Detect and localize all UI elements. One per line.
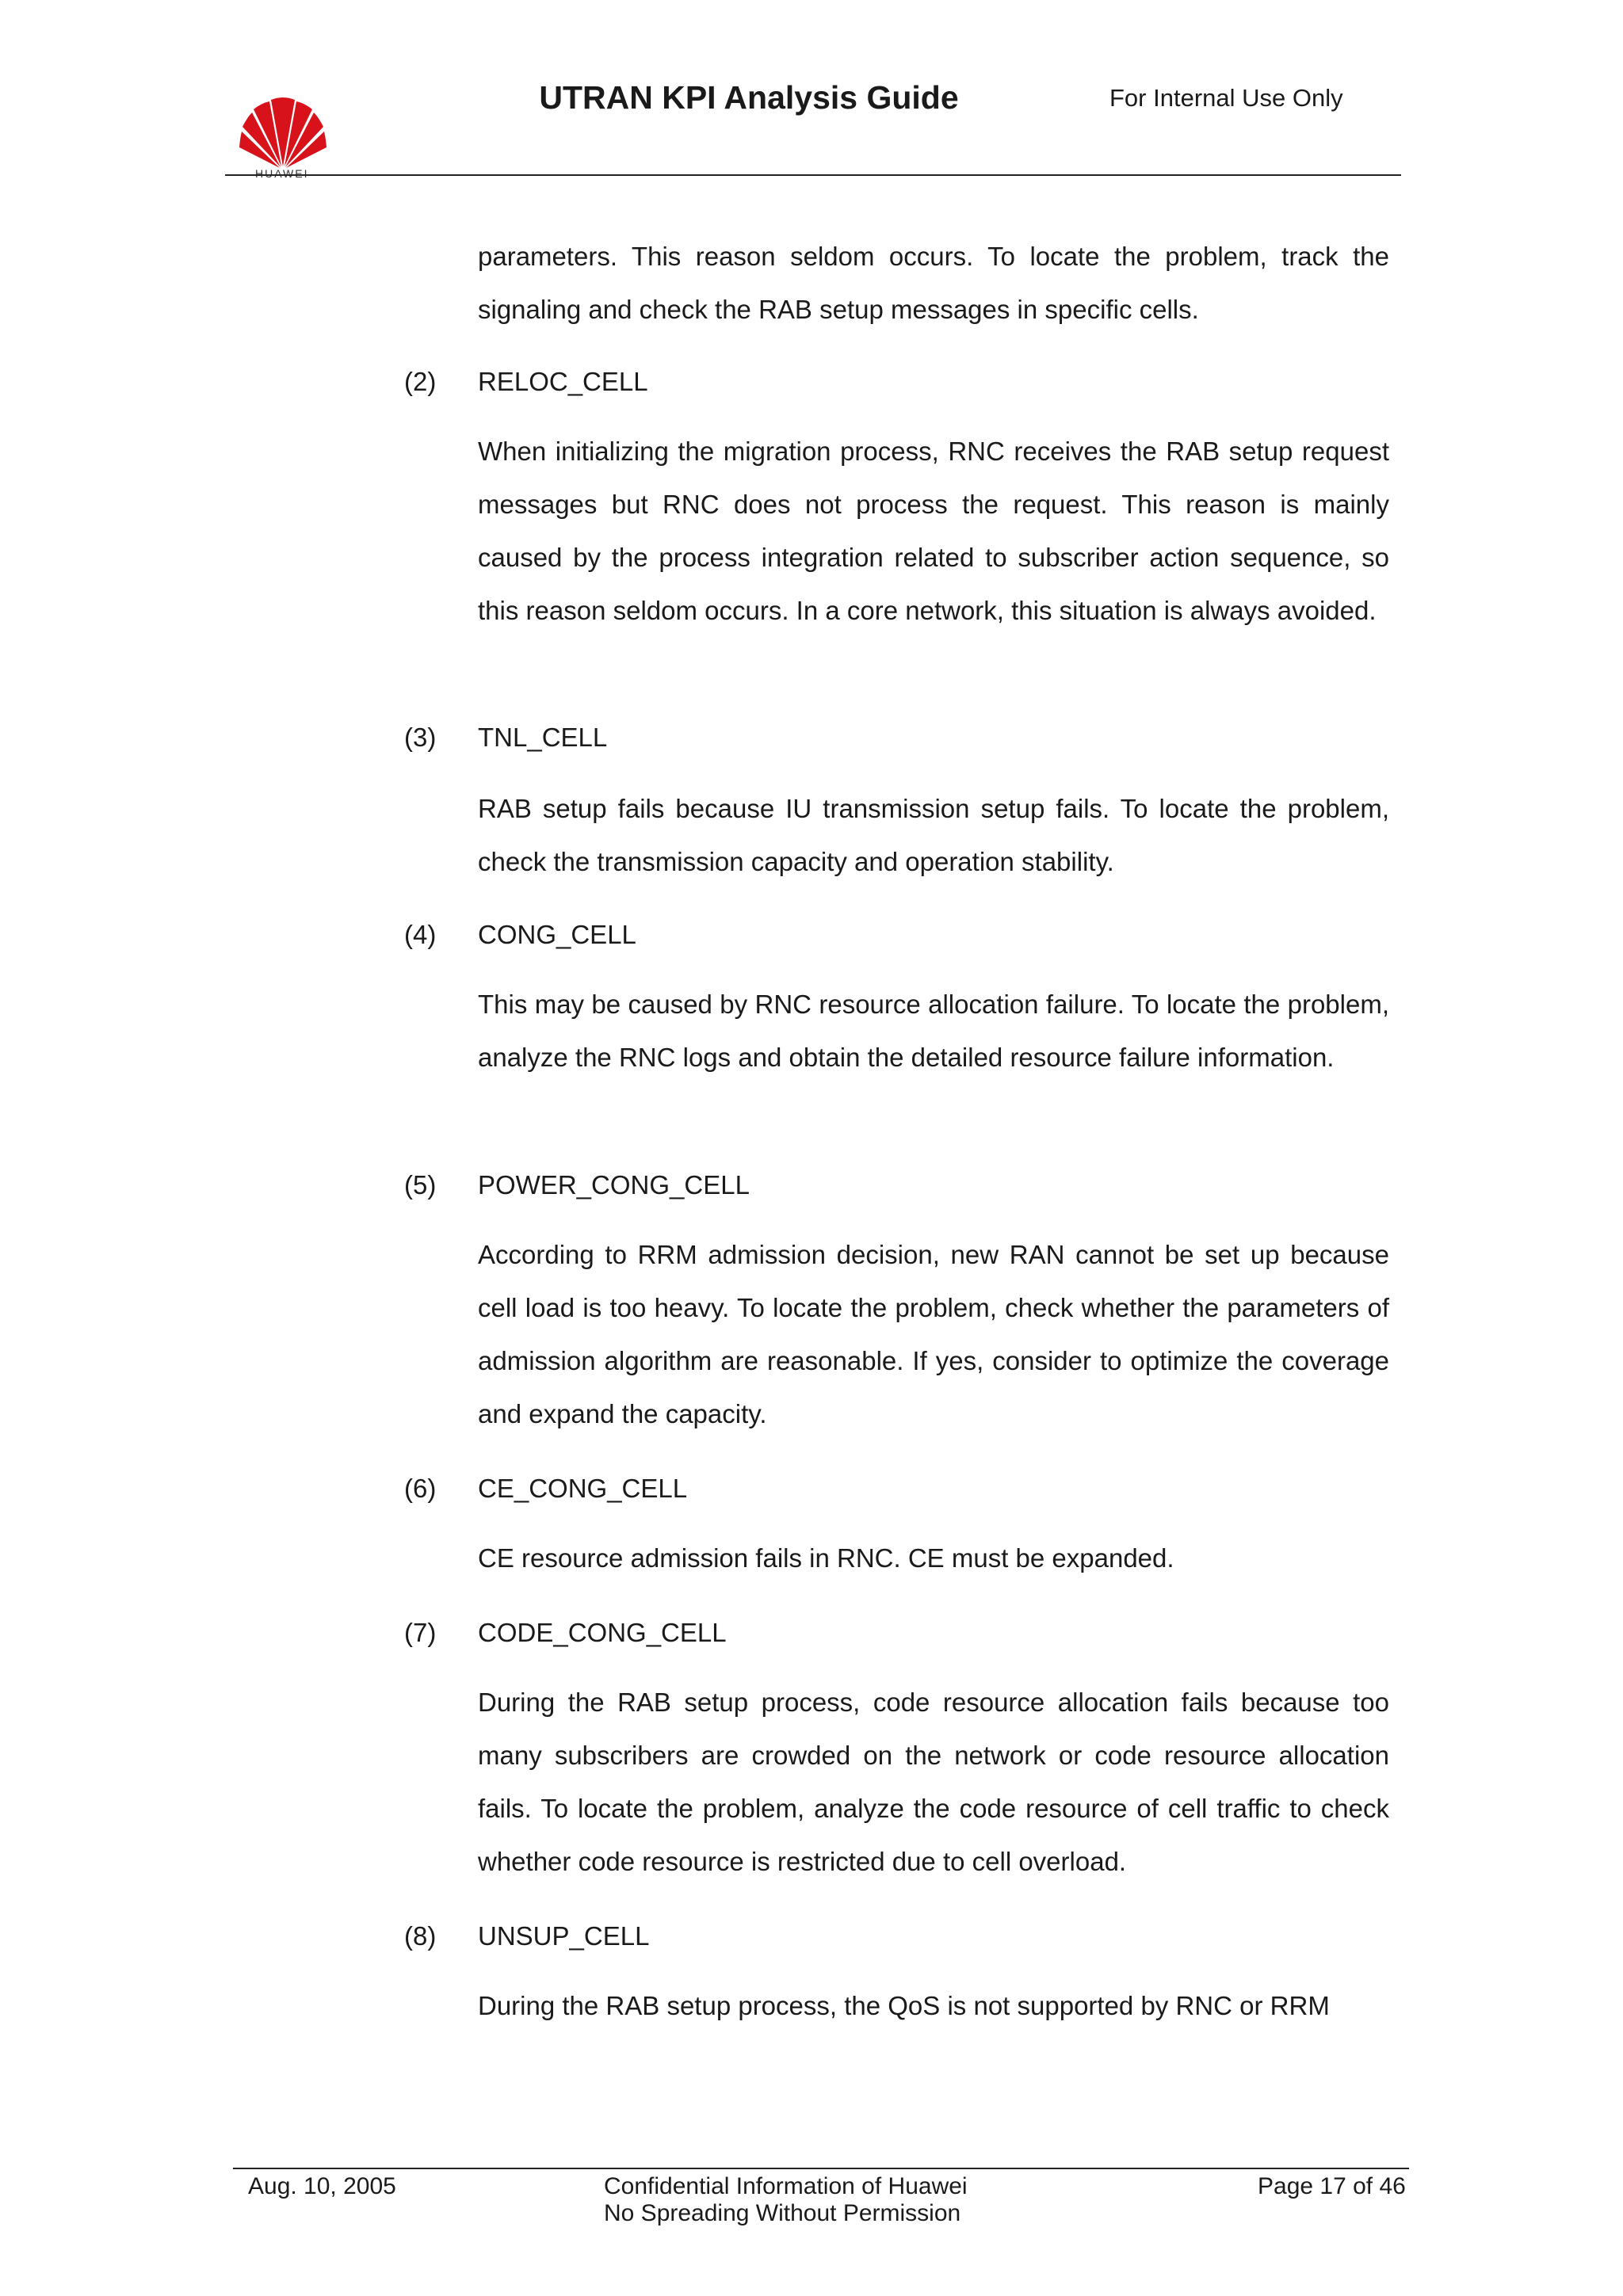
classification-note: For Internal Use Only [1109, 84, 1343, 112]
item-number: (5) [404, 1170, 437, 1199]
item-label: CE_CONG_CELL [478, 1474, 688, 1503]
item-description: CE resource admission fails in RNC. CE must be expanded. [478, 1543, 1174, 1573]
item-label: CONG_CELL [478, 920, 636, 949]
item-number: (6) [404, 1474, 437, 1503]
item-description: According to RRM admission decision, new RAN cannot be set up because cell load is too heavy. To locate the problem, check whether the parameters of admission algorithm are reasonable. If yes, consider to optimize the coverage and expand the capacity. [478, 1240, 1389, 1428]
footer-date: Aug. 10, 2005 [248, 2173, 396, 2199]
item-number: (4) [404, 920, 437, 949]
item-description: During the RAB setup process, code resource allocation fails because too many subscribers are crowded on the network or code resource allocation fails. To locate the problem, analyze the code resource of cell traffic to check whether code resource is restricted due to cell overload. [478, 1688, 1389, 1876]
huawei-logo-icon [239, 93, 327, 173]
item-label: UNSUP_CELL [478, 1921, 650, 1951]
confidential-line: Confidential Information of Huawei [604, 2173, 968, 2199]
confidential-line: No Spreading Without Permission [604, 2200, 961, 2226]
logo-text: HUAWEI [252, 168, 311, 179]
item-label: CODE_CONG_CELL [478, 1618, 727, 1647]
item-label: RELOC_CELL [478, 367, 648, 396]
item-description: When initializing the migration process, RNC receives the RAB setup request messages but RNC does not process the request. This reason is mainly caused by the process integration related to subscriber action sequence, so this reason seldom occurs. In a core network, this situation is always avoided. [478, 437, 1389, 625]
item-label: TNL_CELL [478, 723, 608, 752]
item-number: (7) [404, 1618, 437, 1647]
huawei-logo [239, 93, 327, 179]
header-divider [225, 174, 1401, 176]
document-title: UTRAN KPI Analysis Guide [539, 79, 959, 116]
item-description: During the RAB setup process, the QoS is not supported by RNC or RRM [478, 1991, 1330, 2020]
item-description: RAB setup fails because IU transmission setup fails. To locate the problem, check the transmission capacity and operation stability. [478, 794, 1389, 876]
intro-paragraph: parameters. This reason seldom occurs. To locate the problem, track the signaling and check the RAB setup messages in specific cells. [478, 242, 1389, 324]
footer-confidential [604, 2173, 968, 2227]
item-label: POWER_CONG_CELL [478, 1170, 750, 1199]
item-description: This may be caused by RNC resource allocation failure. To locate the problem, analyze the RNC logs and obtain the detailed resource failure information. [478, 990, 1389, 1072]
item-number: (2) [404, 367, 437, 396]
item-number: (3) [404, 723, 437, 752]
item-number: (8) [404, 1921, 437, 1951]
page-number: Page 17 of 46 [1258, 2173, 1406, 2199]
footer-divider [233, 2168, 1409, 2169]
